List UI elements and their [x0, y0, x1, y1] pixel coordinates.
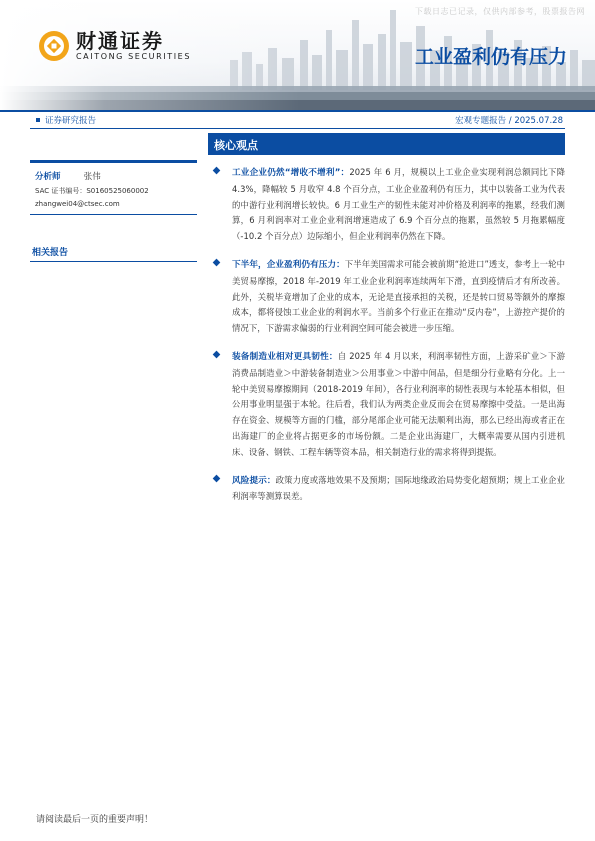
analyst-label: 分析师 — [35, 172, 61, 182]
core-views-header — [208, 133, 565, 155]
brand-logo — [38, 30, 191, 62]
analyst-sac: SAC 证书编号：S0160525060002 — [35, 187, 149, 195]
analyst-email[interactable]: zhangwei04@ctsec.com — [35, 200, 120, 208]
diamond-bullet-icon — [212, 258, 221, 267]
sidebar-top-rule — [30, 160, 197, 163]
core-views-title: 核心观点 — [214, 139, 258, 152]
view-paragraph — [212, 349, 565, 461]
related-reports-rule — [30, 261, 197, 262]
core-views-content — [212, 165, 565, 517]
diamond-bullet-icon — [212, 474, 221, 483]
paragraph-body: 政策力度或落地效果不及预期；国际地缘政治局势变化超预期；规上工业企业利润率等测算误差。 — [232, 474, 565, 502]
watermark: 下载日志已记录，仅供内部参考，股票报告网 — [415, 7, 585, 16]
paragraph-heading: 装备制造业相对更具韧性： — [232, 351, 338, 362]
paragraph-heading: 下半年，企业盈利仍有压力： — [232, 259, 345, 270]
view-paragraph — [212, 165, 565, 245]
brand-name-en: CAITONG SECURITIES — [76, 52, 191, 61]
caitong-logo-icon — [38, 30, 70, 62]
meta-divider — [30, 128, 565, 129]
diamond-bullet-icon — [212, 166, 221, 175]
sidebar-divider — [30, 214, 197, 215]
paragraph-body: 自 2025 年 4 月以来，利润率韧性方面，上游采矿业＞下游消费品制造业＞中游装备制造业＞公用事业＞中游中间品，但是细分行业略有分化。上一轮中美贸易摩擦期间（2018-2019 年间），各行业利润率的韧性表现与本轮基本相似，但公用事业明显强于本轮。往后看，我们认为两类企业反而会在贸易摩擦中受益。一是出海存在资金、规模等方面的门槛，部分尾部企业可能无法顺利出海，那么已经出海或者正在出海建厂的企业将占据更多的市场份额。二是企业出海建厂，大概率需要从国内引进机床、设备、钢铁、工程车辆等资本品，相关制造行业的需求将得到提振。 — [232, 350, 565, 457]
paragraph-heading: 工业企业仍然“增收不增利”： — [232, 168, 350, 178]
diamond-bullet-icon — [212, 350, 221, 359]
brand-name-cn: 财通证券 — [76, 29, 164, 53]
sidebar — [30, 160, 195, 262]
report-type-date: 宏观专题报告 / 2025.07.28 — [455, 116, 563, 126]
meta-row — [0, 114, 595, 128]
analyst-name: 张伟 — [83, 172, 101, 182]
report-title: 工业盈利仍有压力 — [414, 46, 567, 68]
paragraph-heading: 风险提示： — [232, 475, 276, 486]
paragraph-body: 2025 年 6 月，规模以上工业企业实现利润总额同比下降 4.3%，降幅较 5 月收窄 4.8 个百分点，工业企业盈利仍有压力，其中以装备工业为代表的中游行业利润增长较快。6 月工业生产的韧性未能对冲价格及利润率的拖累，经我们测算，6 月利润率对工业企业利润增速造成了 6.9 个百分点的拖累，虽然较 5 月拖累幅度（-10.2 个百分点）边际缩小，但企业利润率仍然在下降。 — [232, 167, 566, 242]
related-reports — [30, 245, 195, 262]
analyst-row — [30, 170, 195, 182]
view-paragraph — [212, 257, 565, 337]
related-reports-title: 相关报告 — [32, 248, 69, 258]
disclaimer-note: 请阅读最后一页的重要声明！ — [36, 815, 154, 825]
report-category: 证券研究报告 — [36, 114, 96, 126]
paragraph-body: 下半年美国需求可能会被前期“抢进口”透支，参考上一轮中美贸易摩擦，2018 年-2019 年工业企业利润率连续两年下滑，直到疫情后才有所改善。此外，关税毕竟增加了企业的成本，无论是直接承担的关税，还是转口贸易等额外的摩擦成本，都将侵蚀工业企业的利润水平。当前多个行业正在推动“反内卷”，上游控产提价的情况下，下游需求偏弱的行业利润空间可能会被进一步压缩。 — [232, 258, 565, 334]
view-paragraph — [212, 473, 565, 506]
